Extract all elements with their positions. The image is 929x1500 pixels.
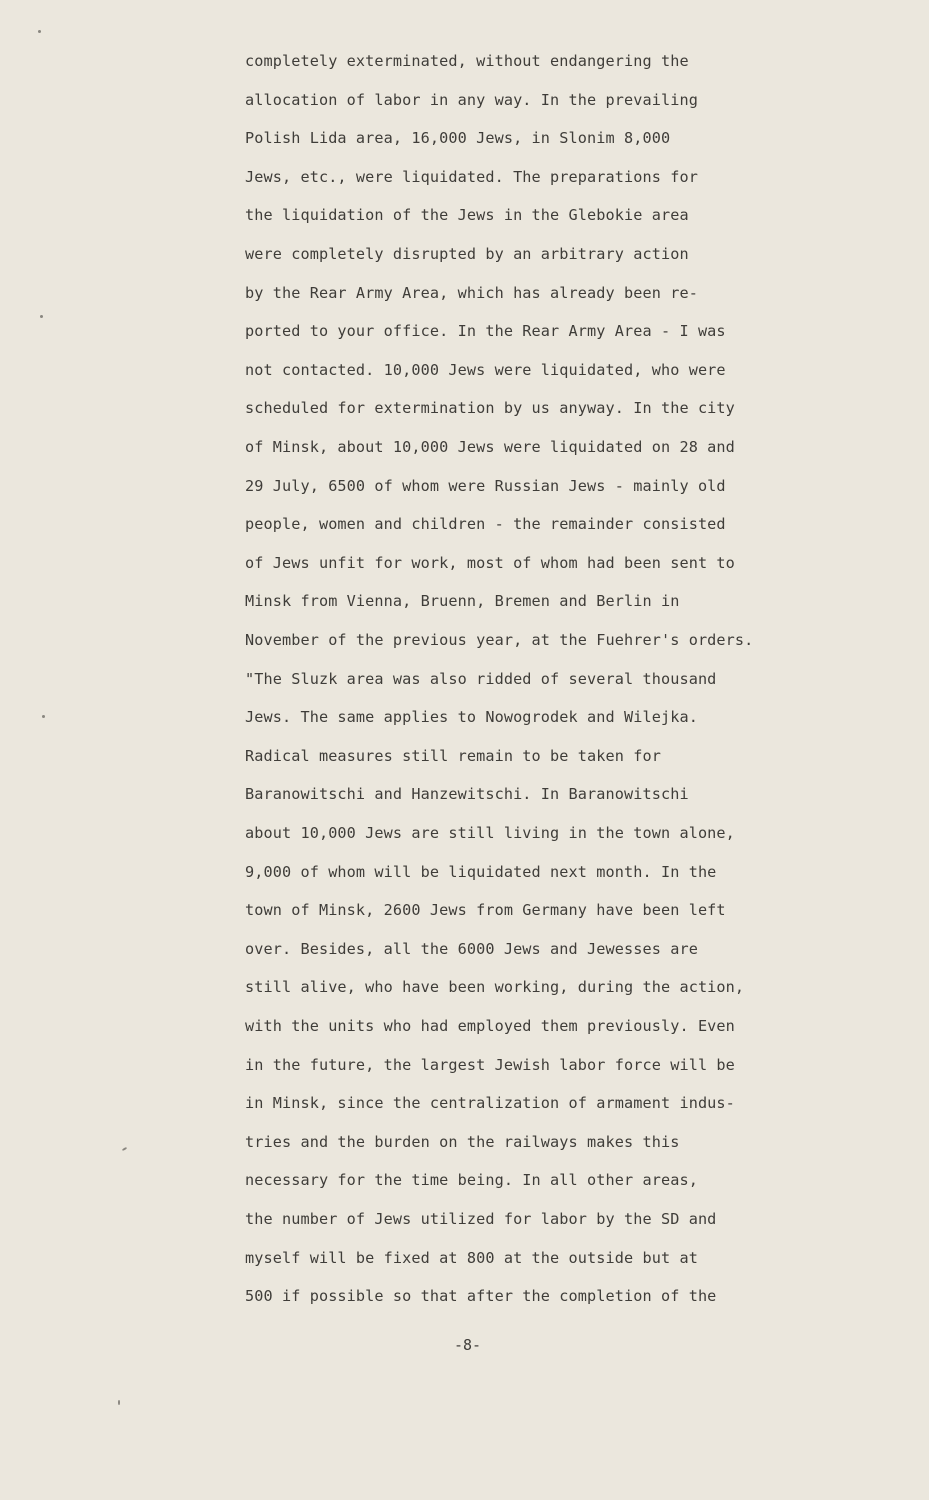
text-line: Jews, etc., were liquidated. The preparations for [245,167,698,186]
text-line: Radical measures still remain to be taken for [245,746,661,765]
paper-speck [122,1147,127,1151]
text-line: Jews. The same applies to Nowogrodek and Wilejka. [245,708,698,727]
text-line: scheduled for extermination by us anyway. In the city [245,399,735,418]
text-line: 29 July, 6500 of whom were Russian Jews - mainly old [245,476,726,495]
text-line: over. Besides, all the 6000 Jews and Jewesses are [245,939,698,958]
text-line: with the units who had employed them previously. Even [245,1017,735,1035]
text-line: of Jews unfit for work, most of whom had been sent to [245,553,735,572]
text-line: myself will be fixed at 800 at the outside but at [245,1248,698,1267]
text-line: Baranowitschi and Hanzewitschi. In Baranowitschi [245,785,689,804]
text-line: in the future, the largest Jewish labor force will be [245,1055,735,1074]
text-line: town of Minsk, 2600 Jews from Germany have been left [245,901,726,920]
text-line: the number of Jews utilized for labor by the SD and [245,1210,717,1228]
paper-speck [38,30,41,33]
text-line: by the Rear Army Area, which has already been re- [245,283,698,302]
page-number: -8- [454,1336,482,1354]
text-line: allocation of labor in any way. In the prevailing [245,90,698,109]
text-line: about 10,000 Jews are still living in the town alone, [245,824,735,842]
text-line: ported to your office. In the Rear Army Area - I was [245,322,726,341]
text-line: still alive, who have been working, during the action, [245,978,745,997]
text-line: the liquidation of the Jews in the Glebokie area [245,206,689,225]
text-line: necessary for the time being. In all other areas, [245,1171,698,1190]
text-line: "The Sluzk area was also ridded of several thousand [245,669,717,688]
text-line: Polish Lida area, 16,000 Jews, in Slonim 8,000 [245,129,671,148]
text-line: tries and the burden on the railways makes this [245,1132,680,1151]
text-line: 500 if possible so that after the completion of the [245,1287,717,1306]
text-line: were completely disrupted by an arbitrary action [245,245,689,263]
text-line: Minsk from Vienna, Bruenn, Bremen and Berlin in [245,592,680,611]
text-line: 9,000 of whom will be liquidated next month. In the [245,862,717,881]
paper-speck [118,1400,120,1405]
text-line: completely exterminated, without endangering the [245,52,689,70]
text-line: of Minsk, about 10,000 Jews were liquidated on 28 and [245,438,735,456]
paper-speck [40,315,43,318]
text-line: people, women and children - the remainder consisted [245,515,726,534]
text-line: in Minsk, since the centralization of armament indus- [245,1094,735,1113]
paper-speck [42,715,45,718]
text-line: not contacted. 10,000 Jews were liquidated, who were [245,360,726,379]
text-line: November of the previous year, at the Fuehrer's orders. [245,631,754,649]
